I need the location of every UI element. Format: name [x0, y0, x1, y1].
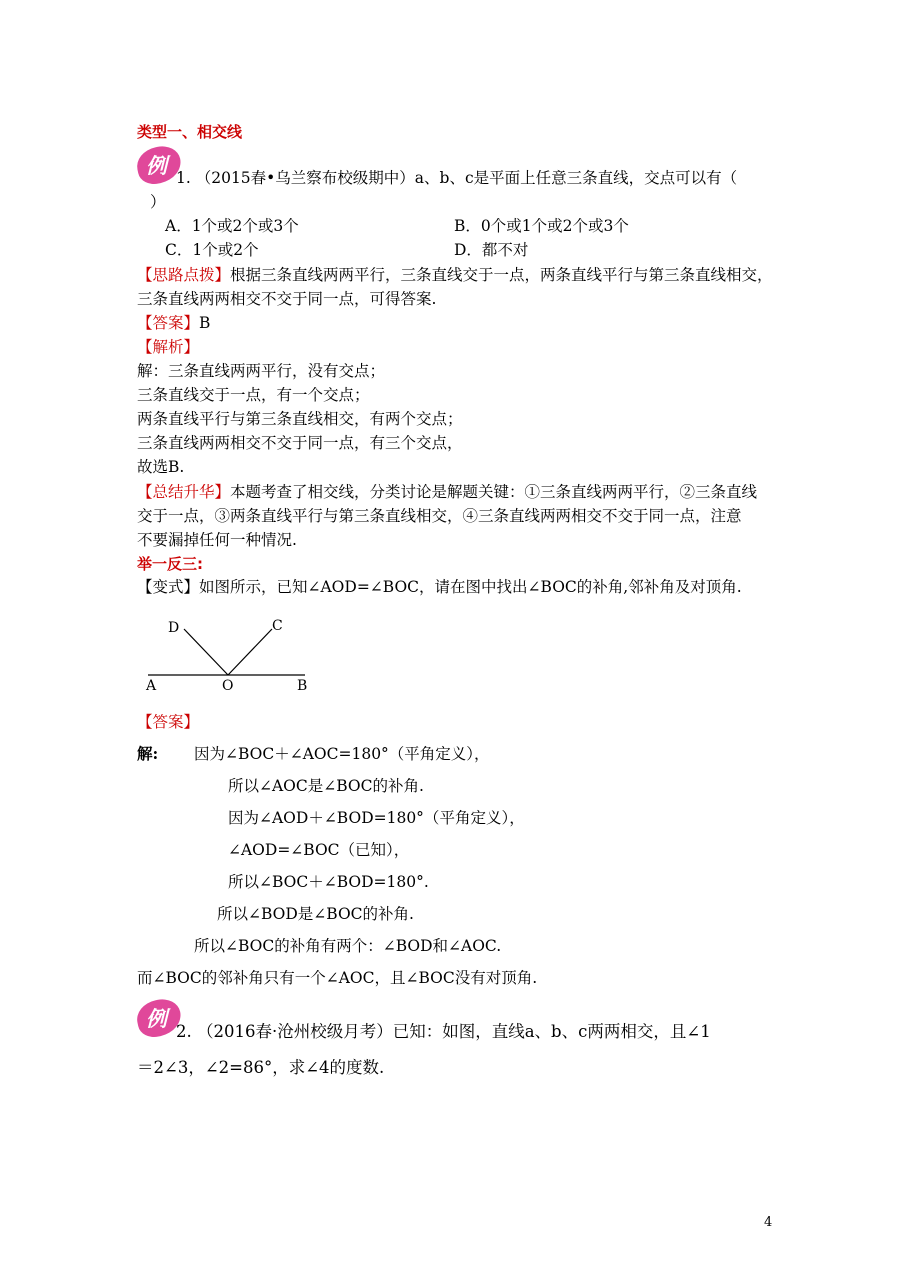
- badge-char-2: 例: [146, 1007, 167, 1031]
- analysis-line-2: 三条直线交于一点，有一个交点；: [137, 386, 370, 404]
- example1-question: 1. （2015春•乌兰察布校级期中）a、b、c是平面上任意三条直线，交点可以有（: [176, 169, 738, 187]
- ray-oc: [228, 629, 272, 675]
- answer2-label: 【答案】: [137, 713, 200, 731]
- example1-question-end: ）: [150, 193, 166, 211]
- answer1-line: [137, 313, 210, 333]
- solution-line-2: 所以∠AOC是∠BOC的补角.: [228, 777, 424, 795]
- solution-line-4: ∠AOD=∠BOC（已知），: [228, 841, 410, 859]
- hint-label: 【思路点拨】: [137, 266, 231, 284]
- label-c: C: [272, 618, 283, 634]
- option-d: D．都不对: [454, 241, 529, 259]
- analysis-line-4: 三条直线两两相交不交于同一点，有三个交点，: [137, 434, 463, 452]
- analysis-line-3: 两条直线平行与第三条直线相交，有两个交点；: [137, 410, 463, 428]
- solution-line-7: 所以∠BOC的补角有两个：∠BOD和∠AOC.: [194, 937, 502, 955]
- label-d: D: [168, 620, 180, 636]
- summary-text-1: 本题考查了相交线，分类讨论是解题关键：①三条直线两两平行，②三条直线: [230, 483, 758, 501]
- option-b: B．0个或1个或2个或3个: [454, 217, 629, 235]
- label-a: A: [146, 678, 157, 694]
- section-title: 类型一、相交线: [137, 123, 243, 141]
- badge-char: 例: [146, 154, 167, 178]
- page-number: 4: [764, 1215, 773, 1230]
- summary-line-2: 交于一点，③两条直线平行与第三条直线相交，④三条直线两两相交不交于同一点，注意: [137, 507, 742, 525]
- solution-line-6: 所以∠BOD是∠BOC的补角.: [217, 905, 414, 923]
- analysis-line-1: 解：三条直线两两平行，没有交点；: [137, 362, 386, 380]
- summary-line-3: 不要漏掉任何一种情况.: [137, 531, 297, 549]
- angle-figure: [140, 612, 320, 696]
- analysis-line-5: 故选B.: [137, 458, 185, 476]
- hint-line-1: [137, 265, 773, 285]
- example2-question-1: 2. （2016春·沧州校级月考）已知：如图，直线a、b、c两两相交，且∠1: [176, 1022, 711, 1041]
- ray-od: [184, 629, 228, 675]
- analysis-label: 【解析】: [137, 338, 200, 356]
- example2-question-2: ＝2∠3，∠2=86°，求∠4的度数.: [137, 1058, 385, 1077]
- option-a: A．1个或2个或3个: [165, 217, 299, 235]
- option-c: C．1个或2个: [165, 241, 259, 259]
- summary-line-1: [137, 482, 757, 502]
- solution-line-1: 因为∠BOC＋∠AOC=180°（平角定义），: [194, 745, 490, 763]
- hint-text-1: 根据三条直线两两平行，三条直线交于一点，两条直线平行与第三条直线相交，: [230, 266, 773, 284]
- variant-question: 【变式】如图所示，已知∠AOD=∠BOC，请在图中找出∠BOC的补角,邻补角及对顶角.: [137, 578, 742, 596]
- practice-title: 举一反三:: [137, 555, 203, 573]
- answer1-value: B: [199, 314, 211, 332]
- label-o: O: [222, 678, 234, 694]
- answer1-label: 【答案】: [137, 314, 200, 332]
- hint-line-2: 三条直线两两相交不交于同一点，可得答案.: [137, 290, 437, 308]
- solution-line-5: 所以∠BOC＋∠BOD=180°.: [228, 873, 429, 891]
- label-b: B: [297, 678, 308, 694]
- summary-label: 【总结升华】: [137, 483, 231, 501]
- solution-line-8: 而∠BOC的邻补角只有一个∠AOC，且∠BOC没有对顶角.: [137, 969, 538, 987]
- solution-line-3: 因为∠AOD＋∠BOD=180°（平角定义），: [228, 809, 525, 827]
- solution-lead: 解:: [137, 744, 159, 763]
